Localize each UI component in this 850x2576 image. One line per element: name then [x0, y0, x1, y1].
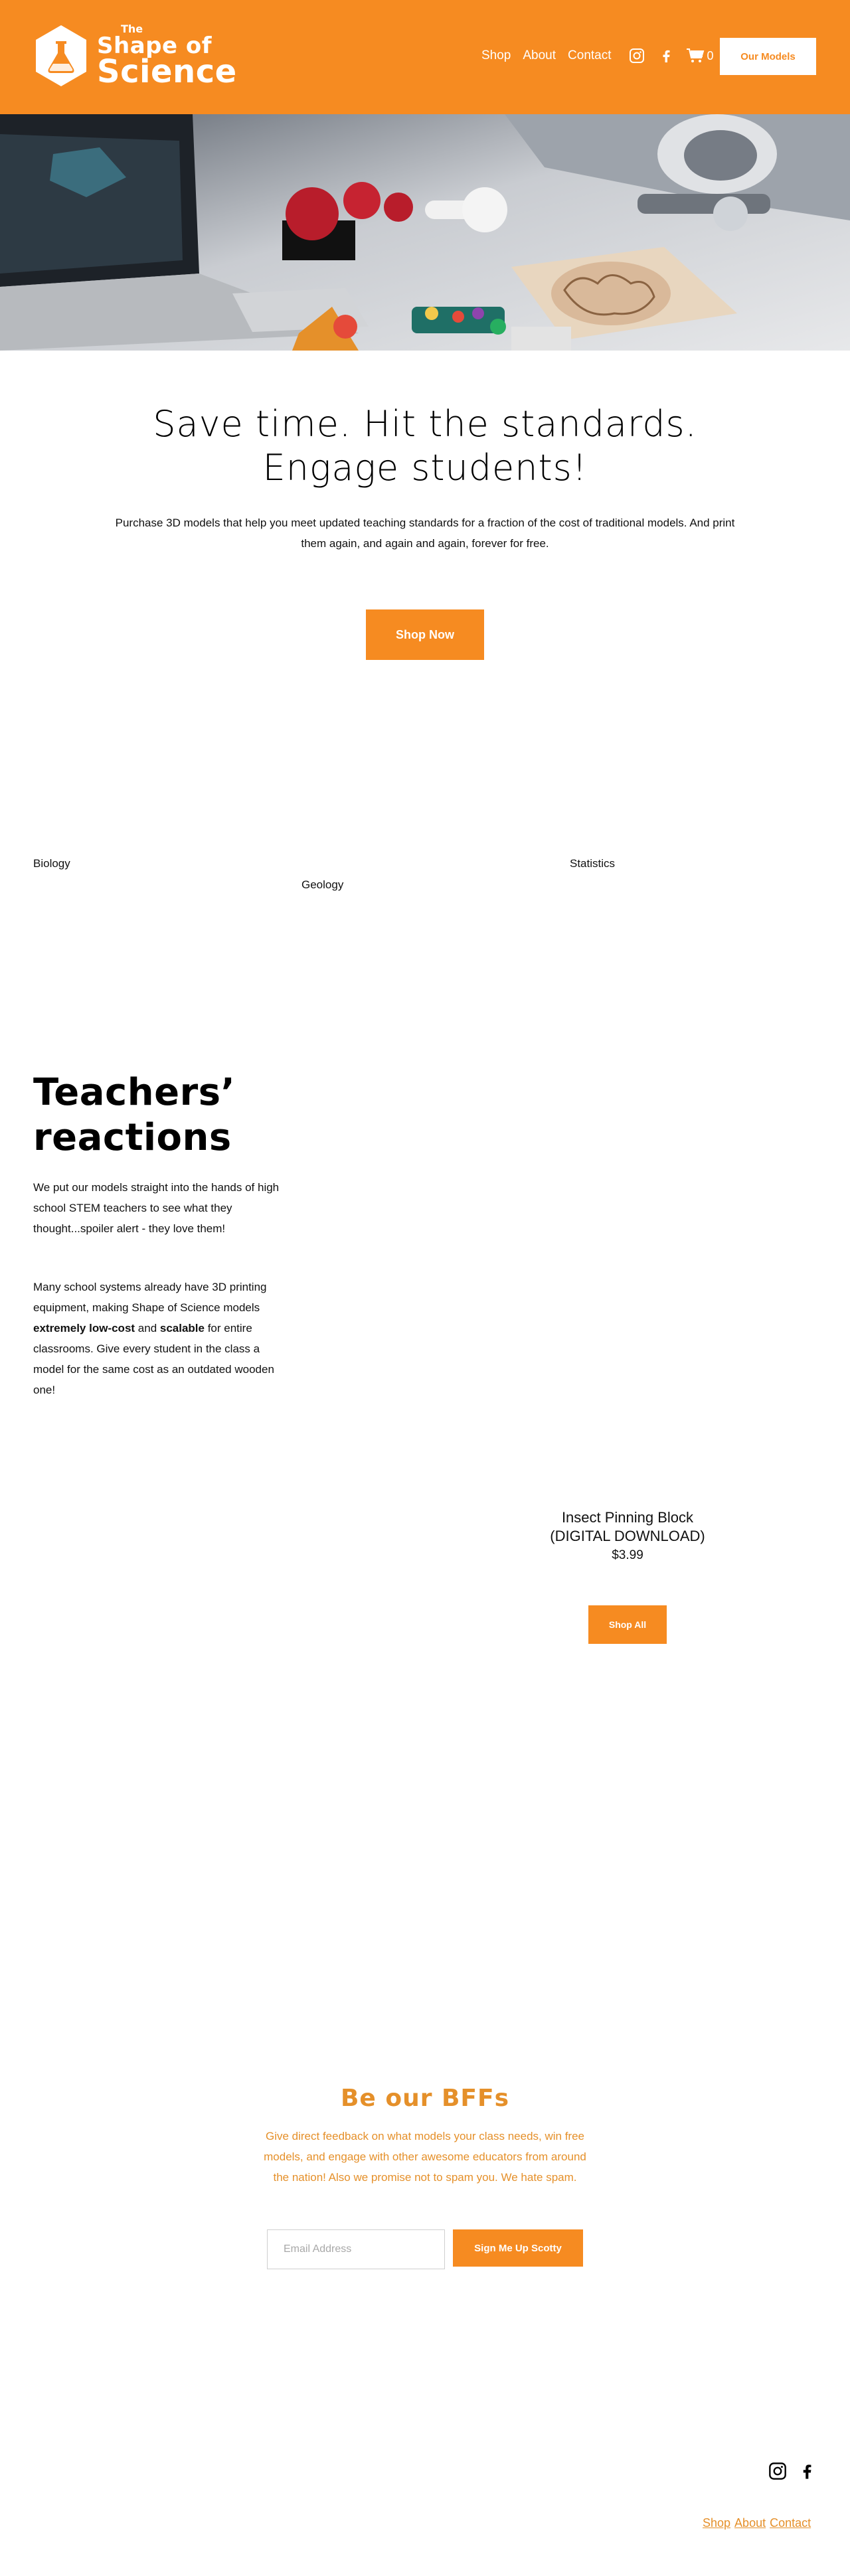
teachers-p2-bold-scalable: scalable [159, 1322, 205, 1334]
intro-heading-line1: Save time. Hit the standards. [153, 403, 697, 445]
teachers-paragraph-1: We put our models straight into the hands of high school STEM teachers to see what they thought...spoiler alert - they love them! [33, 1181, 280, 1235]
category-statistics[interactable]: Statistics [570, 857, 616, 870]
footer-nav [703, 2516, 815, 2530]
teachers-p2-bold-low-cost: extremely low-cost [33, 1322, 135, 1334]
facebook-icon[interactable] [798, 2462, 816, 2480]
teachers-paragraph-2 [33, 1277, 289, 1400]
product-title-line1: Insect Pinning Block [561, 1509, 694, 1526]
main-nav [481, 48, 714, 64]
cart-icon [686, 48, 705, 64]
brand-line-shape-of: Shape of [97, 33, 212, 59]
footer-link-shop[interactable]: Shop [703, 2516, 731, 2530]
email-field[interactable] [267, 2229, 445, 2269]
brand-line-the: The [121, 23, 143, 35]
hero-image [0, 114, 850, 351]
teachers-heading: Teachers’ reactions [33, 1071, 236, 1159]
cart-link[interactable] [686, 48, 714, 64]
hero-photo-3d-models [0, 114, 850, 351]
shop-all-button[interactable]: Shop All [588, 1605, 667, 1644]
facebook-icon[interactable] [658, 48, 674, 64]
footer-link-about[interactable]: About [734, 2516, 766, 2530]
category-biology[interactable]: Biology [33, 857, 70, 870]
teachers-p2-text-c: for entire classrooms. Give every student in the class a model for the same cost as an outdated wooden one! [33, 1322, 274, 1396]
product-title-line2: (DIGITAL DOWNLOAD) [550, 1528, 705, 1544]
newsletter-heading: Be our BFFs [340, 2085, 510, 2112]
teachers-p2-text-a: Many school systems already have 3D printing equipment, making Shape of Science models [33, 1281, 267, 1314]
sign-up-button[interactable]: Sign Me Up Scotty [453, 2229, 583, 2267]
site-header [0, 0, 850, 114]
shop-now-button[interactable]: Shop Now [366, 609, 484, 660]
nav-shop[interactable]: Shop [481, 48, 511, 62]
intro-heading-line2: Engage students! [262, 447, 588, 489]
cart-count: 0 [707, 48, 714, 62]
product-title[interactable] [525, 1508, 730, 1546]
teachers-p2-text-b: and [135, 1322, 160, 1334]
flask-hexagon-logo-icon [33, 24, 89, 88]
intro-heading [0, 402, 850, 490]
footer-link-contact[interactable]: Contact [770, 2516, 811, 2530]
intro-description: Purchase 3D models that help you meet updated teaching standards for a fraction of the cost of traditional models. And print them again, and again and again, forever for free. [115, 517, 735, 550]
newsletter-description: Give direct feedback on what models your class needs, win free models, and engage with other awesome educators from around the nation! Also we promise not to spam you. We hate spam. [264, 2130, 586, 2184]
brand-wordmark [97, 24, 237, 88]
instagram-icon[interactable] [629, 48, 645, 64]
site-logo[interactable] [33, 24, 237, 88]
brand-line-science: Science [97, 53, 237, 90]
instagram-icon[interactable] [768, 2462, 787, 2480]
our-models-button[interactable]: Our Models [720, 38, 816, 75]
category-geology[interactable]: Geology [301, 878, 344, 891]
nav-contact[interactable]: Contact [568, 48, 612, 62]
product-price: $3.99 [612, 1548, 643, 1562]
nav-about[interactable]: About [523, 48, 556, 62]
